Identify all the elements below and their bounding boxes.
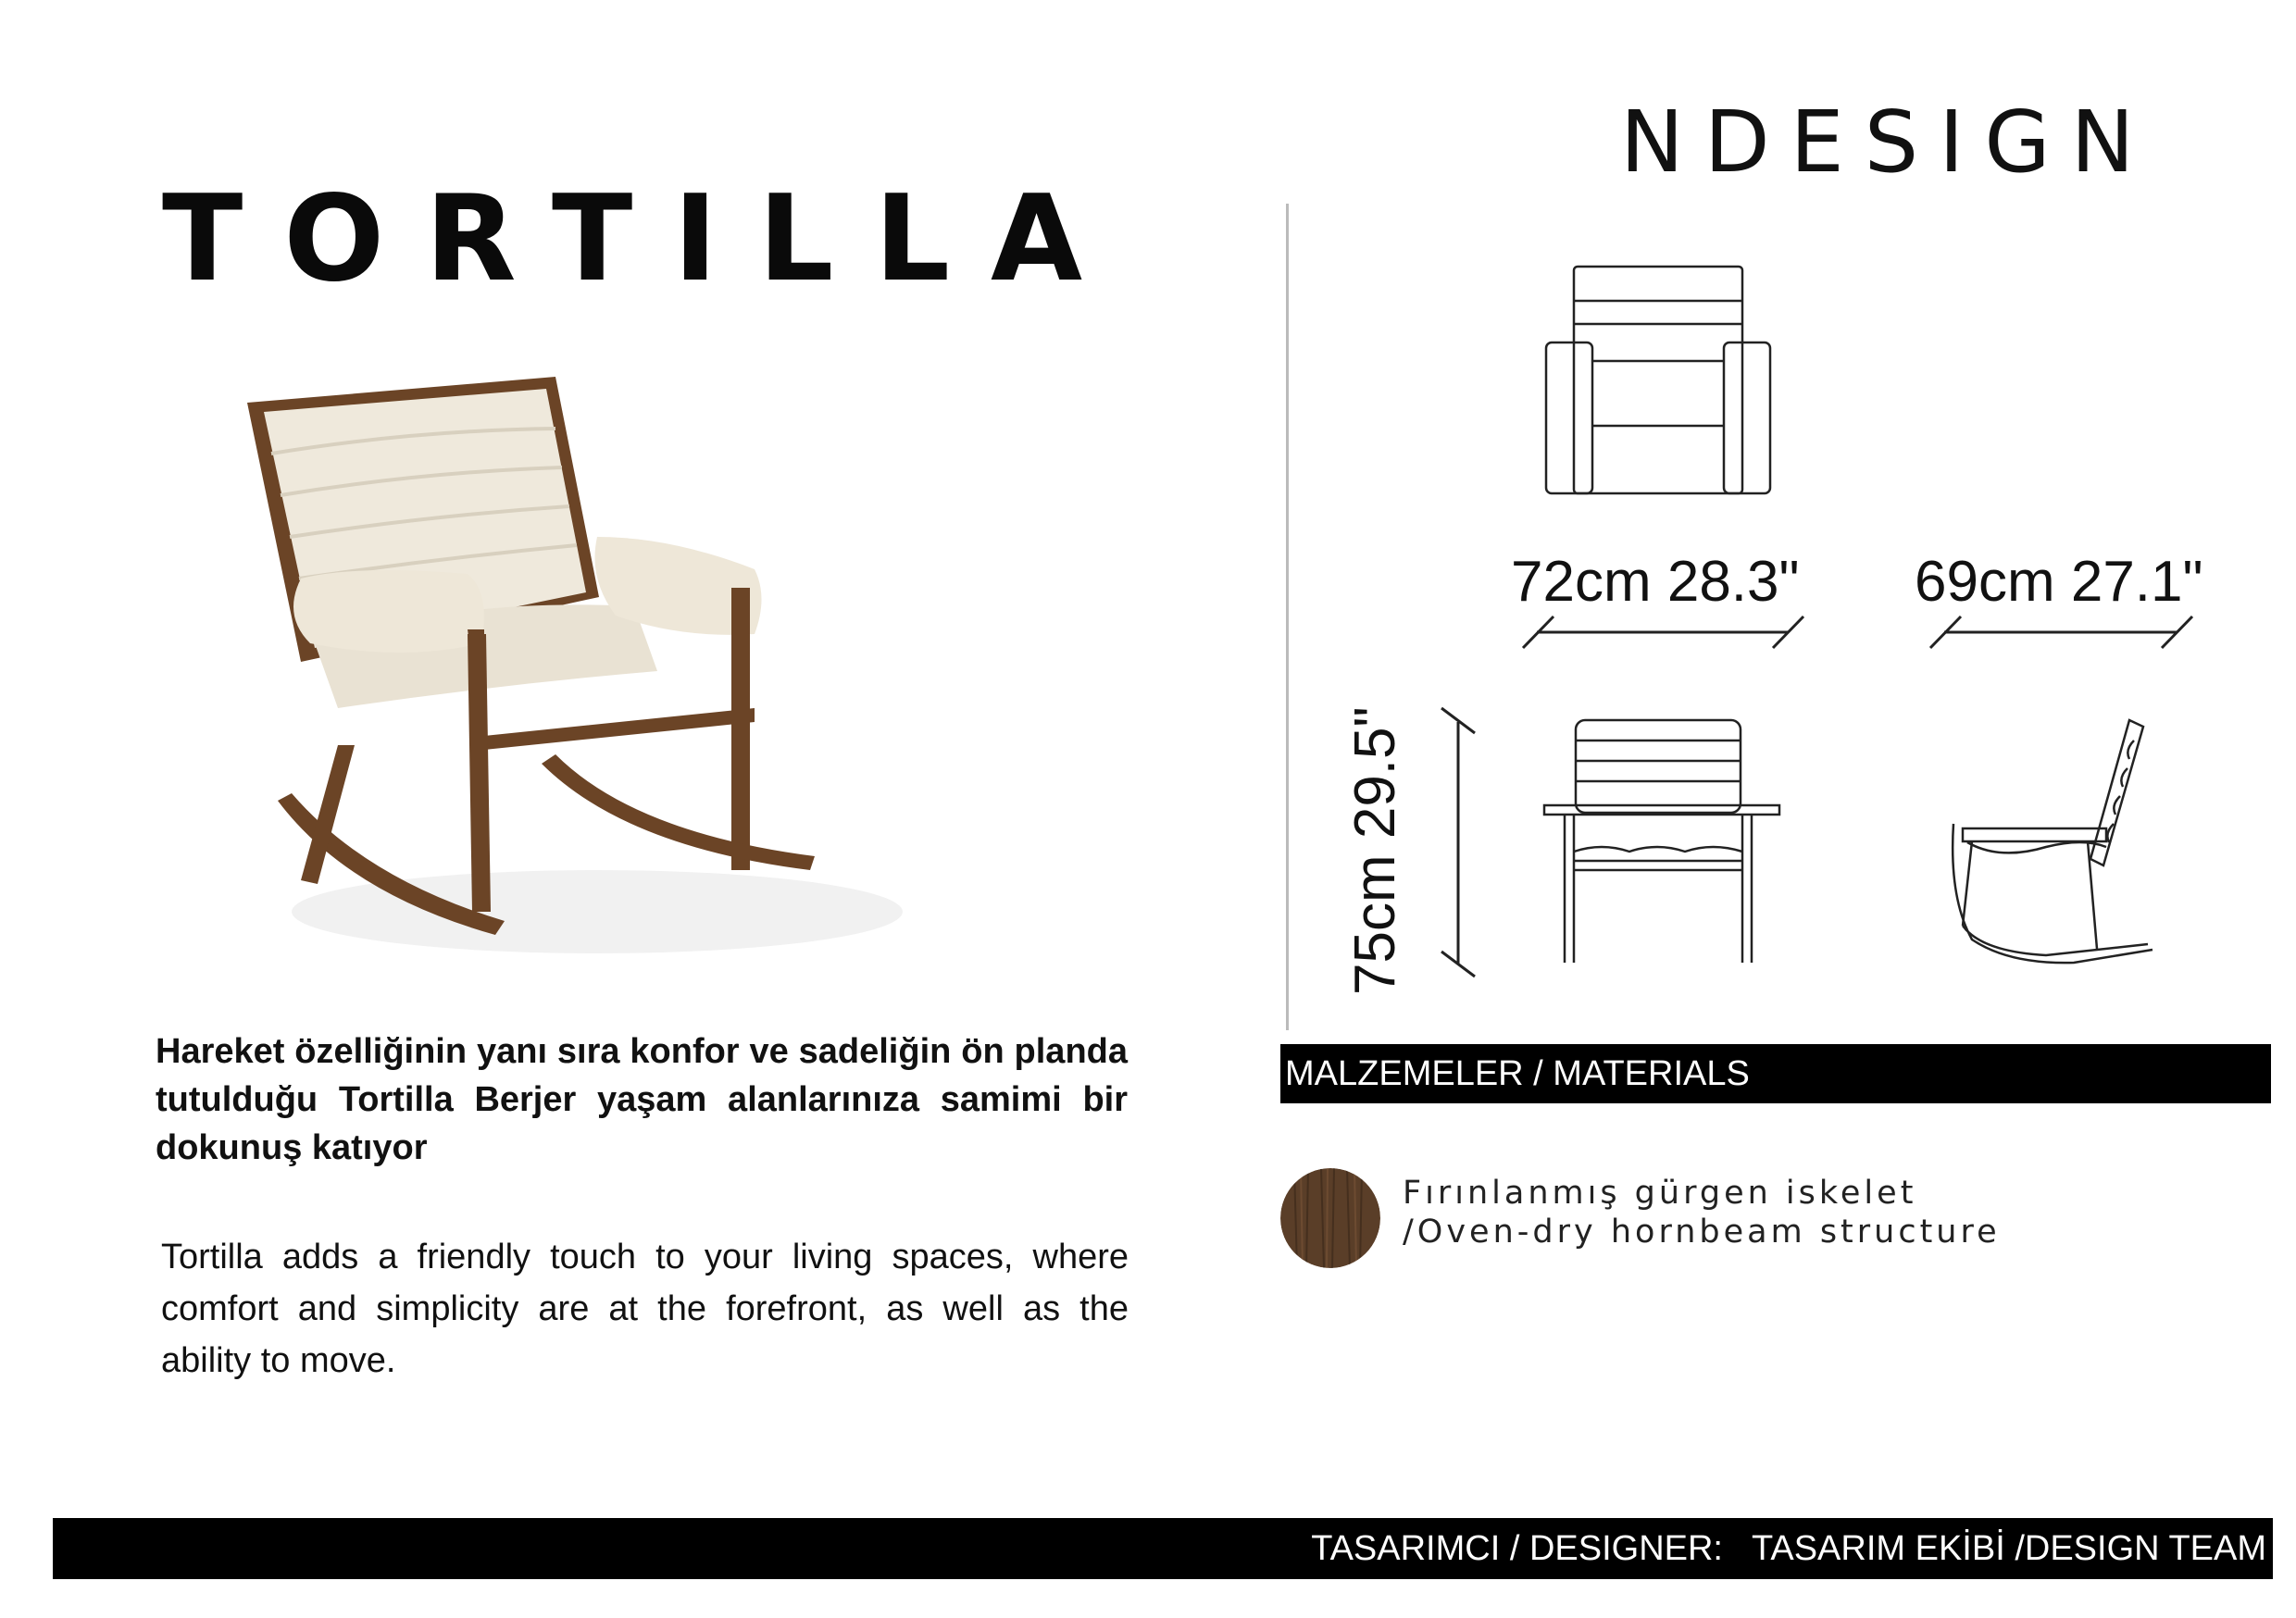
material-name-english: /Oven-dry hornbeam structure — [1403, 1214, 2001, 1251]
product-image — [236, 366, 903, 967]
materials-header: MALZEMELER / MATERIALS — [1285, 1054, 1750, 1093]
dimension-width: 72cm 28.3" — [1511, 550, 1800, 614]
material-name-turkish: Fırınlanmış gürgen iskelet — [1403, 1175, 1917, 1212]
footer-designer: TASARIMCI / DESIGNER: TASARIM EKİBİ /DESIGN TEAM — [1311, 1529, 2266, 1568]
dimension-depth: 69cm 27.1" — [1915, 550, 2203, 614]
depth-dimension-line — [1926, 611, 2194, 657]
brand-logo: NDESIGN — [1620, 93, 2155, 192]
side-view-drawing — [1944, 713, 2176, 972]
dimension-height: 75cm 29.5" — [1343, 706, 1407, 995]
front-view-drawing — [1537, 713, 1787, 972]
wood-swatch-icon — [1280, 1168, 1380, 1268]
vertical-divider — [1286, 204, 1289, 1030]
material-item — [1403, 1174, 2001, 1251]
height-dimension-line — [1430, 703, 1486, 981]
description-turkish: Hareket özelliğinin yanı sıra konfor ve sadeliğin ön planda tutulduğu Tortilla Berjer yaşam alanlarınıza samimi bir dokunuş katıyor — [156, 1032, 1128, 1167]
description-english: Tortilla adds a friendly touch to your living spaces, where comfort and simplicity are at the forefront, as well as the ability to move. — [161, 1238, 1129, 1380]
product-title: TORTILLA — [162, 170, 1124, 308]
width-dimension-line — [1518, 611, 1805, 657]
top-view-drawing — [1537, 259, 1787, 500]
